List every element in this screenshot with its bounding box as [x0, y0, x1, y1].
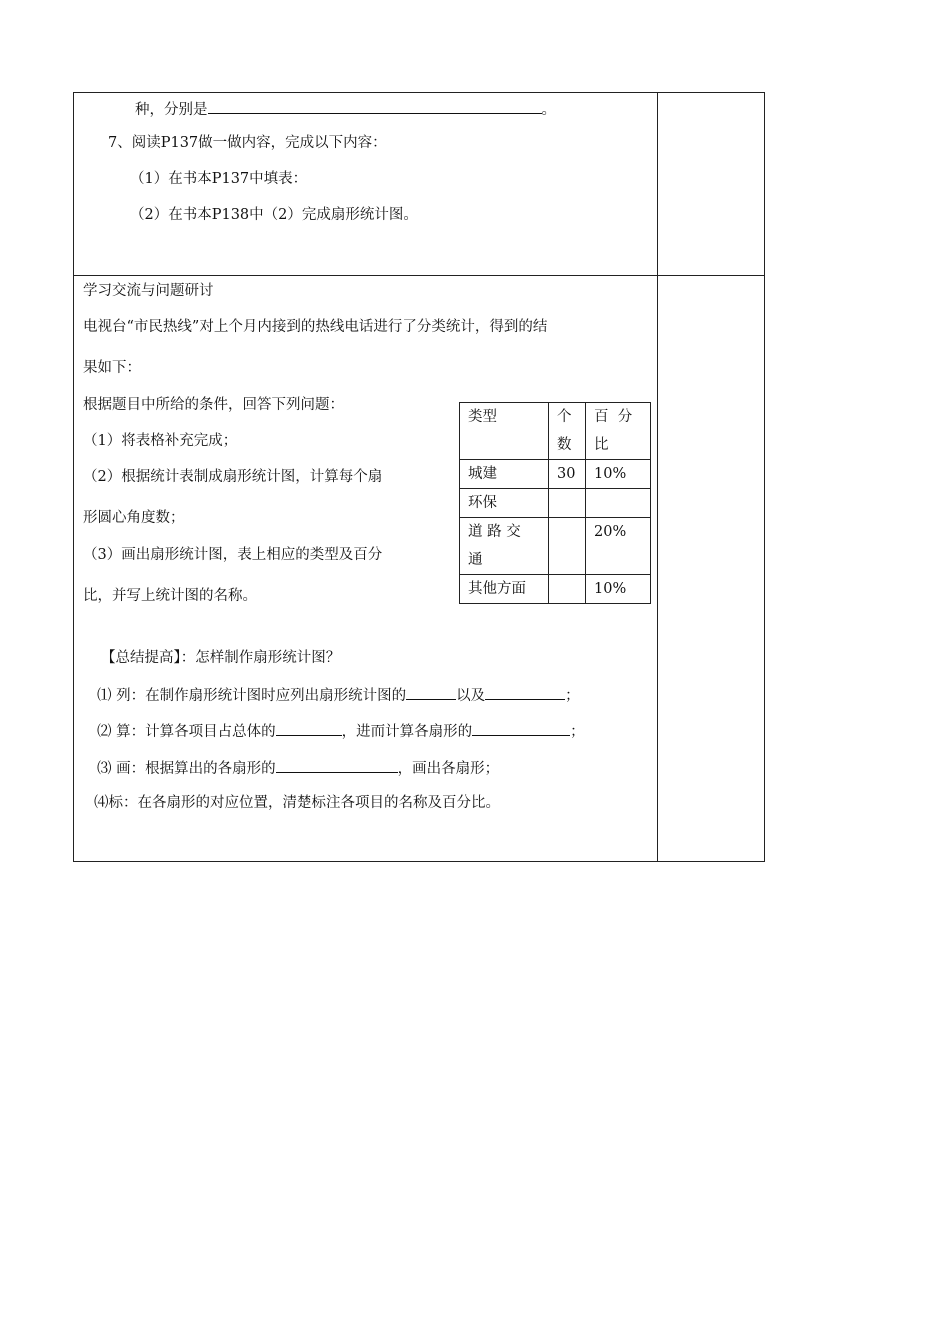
table-header-row [460, 403, 651, 460]
table-row [460, 460, 651, 489]
blank-field [276, 721, 342, 736]
item-7-2: （2）在书本P138中（2）完成扇形统计图。 [130, 207, 418, 223]
type-cell: 其他方面 [460, 575, 549, 604]
intro-line-2: 果如下： [83, 360, 141, 376]
table-row [460, 518, 651, 575]
blank-field [276, 758, 398, 773]
item-7: 7、阅读P137做一做内容，完成以下内容： [108, 135, 387, 151]
row-divider [74, 275, 764, 276]
table-row [460, 575, 651, 604]
summary-heading: 【总结提高】：怎样制作扇形统计图？ [101, 650, 341, 666]
type-cell: 道 路 交 通 [460, 518, 549, 575]
answer-suffix: 。 [541, 102, 556, 118]
summary-step-2: ⑵ 算：计算各项目占总体的 ，进而计算各扇形的 ； [97, 721, 585, 741]
question-3-line-2: 比，并写上统计图的名称。 [83, 588, 257, 604]
percent-cell: 10% [586, 575, 651, 604]
answer-prefix: 种，分别是 [135, 102, 208, 118]
question-3-line-1: （3）画出扇形统计图，表上相应的类型及百分 [83, 547, 383, 563]
percent-cell: 20% [586, 518, 651, 575]
summary-step-1: ⑴ 列：在制作扇形统计图时应列出扇形统计图的 以及 ； [97, 685, 580, 705]
question-intro: 根据题目中所给的条件，回答下列问题： [83, 397, 344, 413]
header-percent: 百 分 比 [586, 403, 651, 460]
intro-line-1: 电视台“市民热线”对上个月内接到的热线电话进行了分类统计，得到的结 [83, 319, 548, 335]
count-cell [549, 518, 586, 575]
count-cell: 30 [549, 460, 586, 489]
item-7-1: （1）在书本P137中填表： [130, 171, 308, 187]
section-heading: 学习交流与问题研讨 [83, 283, 214, 299]
column-divider [657, 93, 658, 861]
lesson-table [73, 92, 765, 862]
blank-field [406, 685, 456, 700]
summary-step-3: ⑶ 画：根据算出的各扇形的 ，画出各扇形； [97, 758, 499, 778]
percent-cell: 10% [586, 460, 651, 489]
answer-blank [208, 99, 542, 114]
answer-line [135, 99, 556, 119]
count-cell [549, 575, 586, 604]
question-2-line-2: 形圆心角度数； [83, 510, 185, 526]
count-cell [549, 489, 586, 518]
header-count: 个 数 [549, 403, 586, 460]
question-2-line-1: （2）根据统计表制成扇形统计图，计算每个扇 [83, 469, 383, 485]
blank-field [472, 721, 570, 736]
table-row [460, 489, 651, 518]
type-cell: 城建 [460, 460, 549, 489]
question-1: （1）将表格补充完成； [83, 433, 238, 449]
header-type: 类型 [460, 403, 549, 460]
summary-step-4: ⑷标：在各扇形的对应位置，清楚标注各项目的名称及百分比。 [94, 795, 500, 811]
type-cell: 环保 [460, 489, 549, 518]
statistics-table [459, 402, 651, 604]
percent-cell [586, 489, 651, 518]
blank-field [485, 685, 565, 700]
